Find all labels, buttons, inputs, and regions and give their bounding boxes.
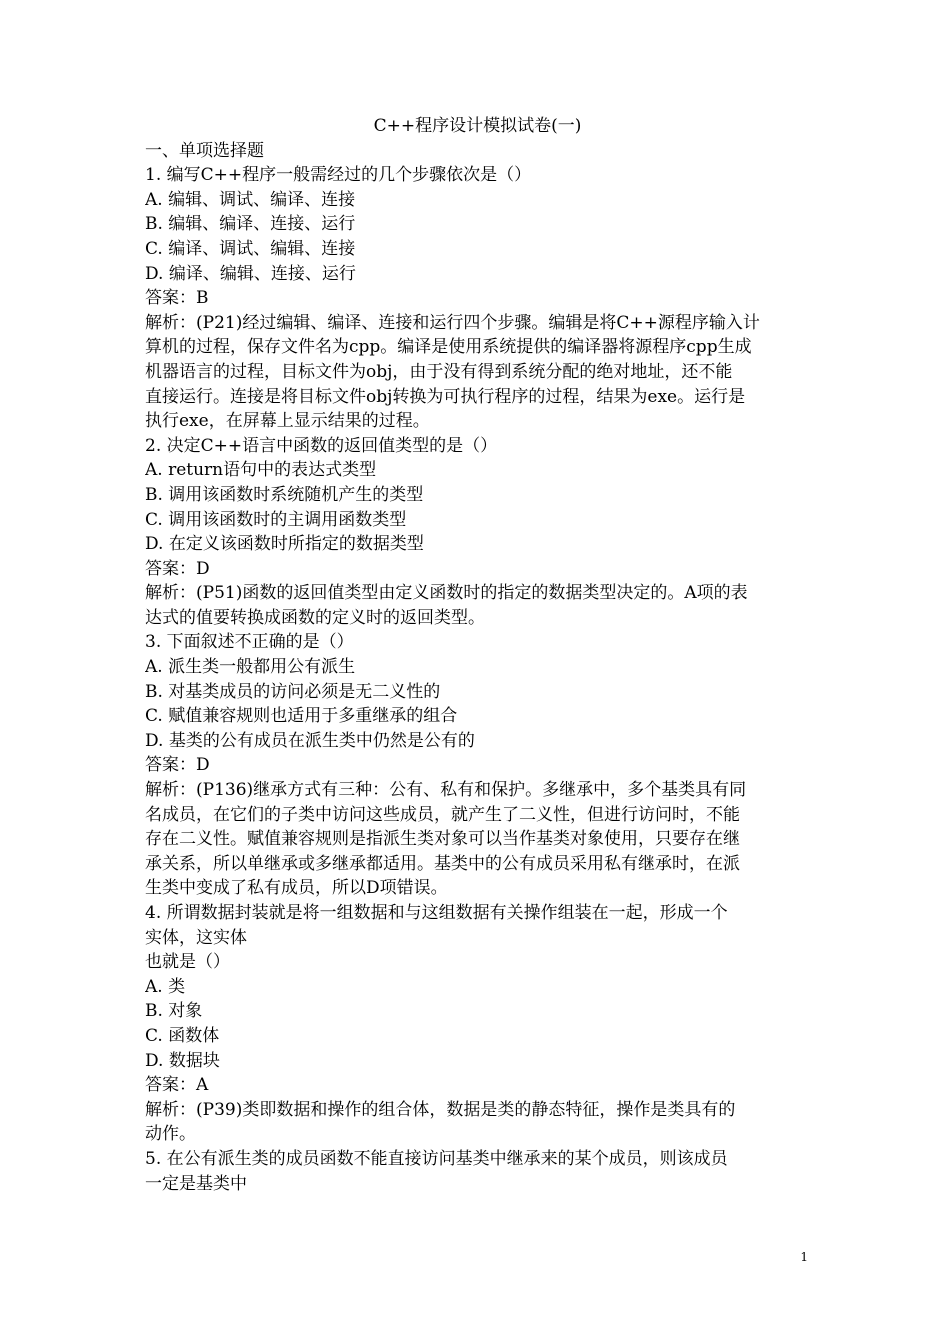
question-block bbox=[145, 630, 810, 901]
question-option: C. 函数体 bbox=[145, 1025, 220, 1046]
question-analysis: 承关系，所以单继承或多继承都适用。基类中的公有成员采用私有继承时，在派 bbox=[145, 853, 740, 874]
document-title: C++程序设计模拟试卷(一) bbox=[373, 116, 582, 136]
question-block bbox=[145, 163, 810, 434]
question-list bbox=[145, 163, 810, 1196]
question-analysis: 名成员，在它们的子类中访问这些成员，就产生了二义性，但进行访问时，不能 bbox=[145, 804, 740, 825]
question-stem: 一定是基类中 bbox=[145, 1173, 247, 1194]
question-stem: 4. 所谓数据封装就是将一组数据和与这组数据有关操作组装在一起，形成一个 bbox=[145, 903, 728, 923]
question-analysis: 执行exe，在屏幕上显示结果的过程。 bbox=[145, 411, 430, 432]
question-option: B. 对象 bbox=[145, 1001, 203, 1022]
question-option: A. return语句中的表达式类型 bbox=[145, 460, 377, 481]
question-answer: 答案：D bbox=[145, 755, 210, 776]
question-analysis: 解析：(P39)类即数据和操作的组合体，数据是类的静态特征，操作是类具有的 bbox=[145, 1099, 736, 1120]
question-option: D. 基类的公有成员在派生类中仍然是公有的 bbox=[145, 730, 475, 751]
question-block bbox=[145, 1147, 810, 1196]
question-option: B. 编辑、编译、连接、运行 bbox=[145, 214, 356, 235]
question-answer: 答案：D bbox=[145, 558, 210, 579]
question-analysis: 算机的过程，保存文件名为cpp。编译是使用系统提供的编译器将源程序cpp生成 bbox=[145, 337, 752, 358]
question-block bbox=[145, 434, 810, 631]
page-number: 1 bbox=[800, 1250, 808, 1264]
question-option: A. 编辑、调试、编译、连接 bbox=[145, 189, 356, 210]
question-option: A. 派生类一般都用公有派生 bbox=[145, 657, 356, 678]
question-stem: 2. 决定C++语言中函数的返回值类型的是（） bbox=[145, 435, 498, 456]
question-stem: 实体，这实体 bbox=[145, 927, 247, 948]
question-option: D. 在定义该函数时所指定的数据类型 bbox=[145, 534, 424, 555]
question-analysis: 生类中变成了私有成员，所以D项错误。 bbox=[145, 878, 448, 899]
question-option: B. 调用该函数时系统随机产生的类型 bbox=[145, 484, 424, 505]
question-analysis: 存在二义性。赋值兼容规则是指派生类对象可以当作基类对象使用，只要存在继 bbox=[145, 829, 740, 850]
question-stem: 也就是（） bbox=[145, 952, 230, 973]
question-analysis: 解析：(P136)继承方式有三种：公有、私有和保护。多继承中，多个基类具有同 bbox=[145, 780, 747, 801]
question-answer: 答案：A bbox=[145, 1075, 209, 1096]
question-option: C. 编译、调试、编辑、连接 bbox=[145, 238, 356, 259]
question-option: D. 数据块 bbox=[145, 1050, 220, 1071]
section-heading: 一、单项选择题 bbox=[145, 140, 264, 161]
question-block bbox=[145, 901, 810, 1147]
document-body bbox=[145, 114, 810, 1196]
question-option: C. 赋值兼容规则也适用于多重继承的组合 bbox=[145, 706, 458, 727]
question-analysis: 直接运行。连接是将目标文件obj转换为可执行程序的过程，结果为exe。运行是 bbox=[145, 386, 746, 407]
question-answer: 答案：B bbox=[145, 288, 209, 309]
question-option: B. 对基类成员的访问必须是无二义性的 bbox=[145, 681, 441, 702]
question-analysis: 机器语言的过程，目标文件为obj，由于没有得到系统分配的绝对地址，还不能 bbox=[145, 361, 733, 382]
question-stem: 3. 下面叙述不正确的是（） bbox=[145, 632, 354, 653]
question-option: A. 类 bbox=[145, 976, 186, 997]
question-option: D. 编译、编辑、连接、运行 bbox=[145, 263, 356, 284]
question-analysis: 解析：(P51)函数的返回值类型由定义函数时的指定的数据类型决定的。A项的表 bbox=[145, 583, 748, 604]
question-option: C. 调用该函数时的主调用函数类型 bbox=[145, 509, 407, 530]
question-analysis: 达式的值要转换成函数的定义时的返回类型。 bbox=[145, 607, 485, 628]
question-stem: 5. 在公有派生类的成员函数不能直接访问基类中继承来的某个成员，则该成员 bbox=[145, 1148, 728, 1169]
question-stem: 1. 编写C++程序一般需经过的几个步骤依次是（） bbox=[145, 165, 532, 186]
question-analysis: 动作。 bbox=[145, 1124, 196, 1145]
question-analysis: 解析：(P21)经过编辑、编译、连接和运行四个步骤。编辑是将C++源程序输入计 bbox=[145, 312, 760, 333]
